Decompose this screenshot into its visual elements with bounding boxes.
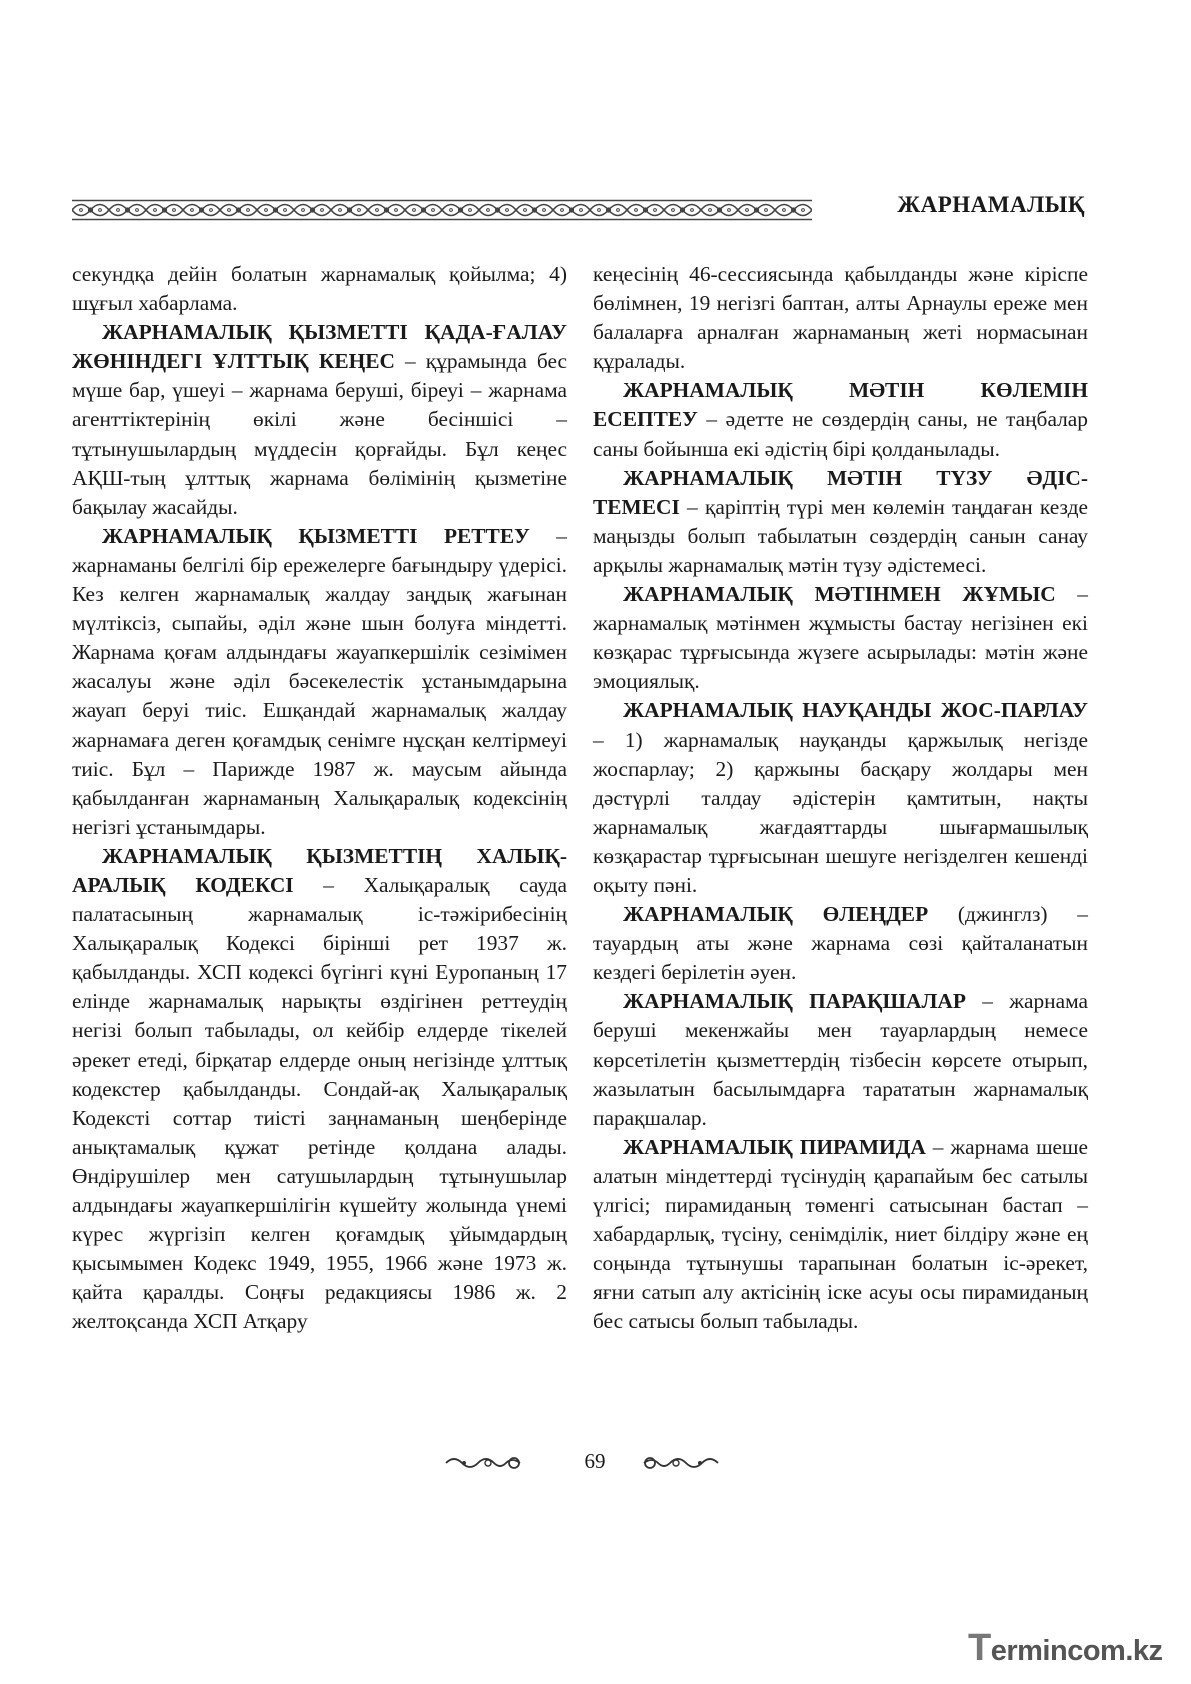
entry-term: ЖАРНАМАЛЫҚ ҚЫЗМЕТТІ ҚАДА-ҒАЛАУ ЖӨНІНДЕГІ ҰЛТТЫҚ КЕҢЕС [72, 320, 567, 374]
page-number: 69 [584, 1449, 606, 1473]
paragraph [593, 260, 1088, 376]
header-ornament-border-icon [72, 199, 812, 221]
entry-definition: – әдетте не сөздердің саны, не таңбалар саны бойынша екі әдістің бірі қолданылады. [593, 407, 1088, 461]
entry-definition: – құрамында бес мүше бар, үшеуі – жарнама беруші, біреуі – жарнама агенттіктерінің өкілі және бесіншісі – тұтынушылардың мүддесін қорғайды. Бұл кеңес АҚШ-тың ұлттық жарнама бөлімінің қызметіне бақылау жасайды. [72, 349, 567, 519]
right-column [593, 260, 1088, 1336]
entry [72, 842, 567, 1337]
footer-ornament-right-icon [640, 1451, 720, 1475]
entry-term: ЖАРНАМАЛЫҚ МӘТІН КӨЛЕМІН ЕСЕПТЕУ [593, 378, 1088, 432]
entry [593, 987, 1088, 1132]
entry-term: ЖАРНАМАЛЫҚ ӨЛЕҢДЕР [623, 902, 929, 927]
entry-term: ЖАРНАМАЛЫҚ ПАРАҚШАЛАР [623, 989, 966, 1014]
entry-term: ЖАРНАМАЛЫҚ МӘТІНМЕН ЖҰМЫС [623, 582, 1056, 607]
entry-definition: – қаріптің түрі мен көлемін таңдаған кезде маңызды болып табылатын сөздердің санын санау арқылы жарнамалық мәтін түзу әдістемесі. [593, 494, 1088, 577]
entry-definition: – Халықаралық сауда палатасының жарнамалық іс-тәжірибесінің Халықаралық Кодексі бірінші рет 1937 ж. қабылданды. ХСП кодексі бүгінгі күні Еуропаның 17 елінде жарнамалық нарықты өздігінен реттеудің негізі болып табылады, ол кейбір елдерде тікелей әрекет етеді, бірқатар елдерде оның негізінде ұлттық кодекстер қабылданды. Сондай-ақ Халықаралық Кодексті соттар тиісті заңнаманың шеңберінде анықтамалық құжат ретінде қолдана алады. Өндірушілер мен сатушылардың тұтынушылар алдындағы жауапкершілігін күшейту жолында үнемі күрес жүргізіп келген қоғамдық ұйымдардың қысымымен Кодекс 1949, 1955, 1966 және 1973 ж. қайта қаралды. Соңғы редакциясы 1986 ж. 2 желтоқсанда ХСП Атқару [72, 872, 567, 1334]
entry [72, 522, 567, 842]
paragraph [72, 260, 567, 318]
entry-term: ЖАРНАМАЛЫҚ НАУҚАНДЫ ЖОС-ПАРЛАУ [623, 698, 1088, 723]
entry-definition: (джинглз) – тауардың аты және жарнама сөзі қайталанатын кездегі берілетін әуен. [593, 902, 1088, 985]
site-watermark [968, 1627, 1178, 1667]
entry [593, 696, 1088, 900]
entry-term: ЖАРНАМАЛЫҚ ҚЫЗМЕТТІҢ ХАЛЫҚ-АРАЛЫҚ КОДЕКСІ [72, 843, 567, 897]
entry-definition: – жарнама шеше алатын міндеттерді түсінудің қарапайым бес сатылы үлгісі; пирамиданың төменгі сатысынан бастап – хабардарлық, түсіну, сенімділік, ниет білдіру және ең соңында тұтынушы тарапынан болатын іс-әрекет, яғни сатып алу актісінің іске асуы осы пирамиданың бес сатысы болып табылады. [593, 1134, 1088, 1334]
entry-term: ЖАРНАМАЛЫҚ МӘТІН ТҮЗУ ӘДІС-ТЕМЕСІ [593, 465, 1088, 519]
paragraph-text: кеңесінің 46-сессиясында қабылданды және кіріспе бөлімнен, 19 негізгі баптан, алты Арнаулы ереже мен балаларға арналған жарнаманың жеті нормасынан құралады. [593, 262, 1088, 374]
entry-definition: – 1) жарнамалық науқанды қаржылық негізде жоспарлау; 2) қаржыны басқару жолдары мен дәстүрлі талдау әдістерін қамтитын, нақты жарнамалық жағдаяттарды шығармашылық көзқарастар тұрғысынан шешуге негізделген кешенді оқыту пәні. [593, 727, 1088, 897]
entry [593, 900, 1088, 987]
footer-ornament-left-icon [444, 1451, 524, 1475]
watermark-initial: T [968, 1627, 991, 1669]
entry [593, 580, 1088, 696]
entry [593, 376, 1088, 463]
entry-term: ЖАРНАМАЛЫҚ ПИРАМИДА [623, 1134, 926, 1159]
entry-term: ЖАРНАМАЛЫҚ ҚЫЗМЕТТІ РЕТТЕУ [102, 523, 530, 548]
entry-definition: – жарнамалық мәтінмен жұмысты бастау негізінен екі көзқарас тұрғысында жүзеге асырылады: мәтін және эмоциялық. [593, 582, 1089, 694]
left-column [72, 260, 567, 1336]
entry [593, 464, 1088, 580]
watermark-text: ermincom.kz [990, 1635, 1163, 1667]
entry-definition: – жарнама беруші мекенжайы мен тауарлардың немесе көрсетілетін қызметтердің тізбесін көрсете отырып, жазылатын басылымдарға тарататын жарнамалық парақшалар. [593, 989, 1088, 1130]
entry [72, 318, 567, 522]
paragraph-text: секундқа дейін болатын жарнамалық қойылма; 4) шұғыл хабарлама. [72, 262, 567, 316]
entry-definition: – жарнаманы белгілі бір ережелерге бағындыру үдерісі. Кез келген жарнамалық жалдау заңдық жағынан мүлтіксіз, сыпайы, әділ және шын болуға міндетті. Жарнама қоғам алдындағы жауапкершілік сезімімен жасалуы және әділ бәсекелестік ұстанымдарына жауап беруі тиіс. Ешқандай жарнамалық жалдау жарнамаға деген қоғамдық сенімге нұсқан келтірмеуі тиіс. Бұл – Парижде 1987 ж. маусым айында қабылданған жарнаманың Халықаралық кодексінің негізгі ұстанымдары. [72, 523, 567, 839]
entry [593, 1133, 1088, 1337]
running-title: ЖАРНАМАЛЫҚ [897, 192, 1085, 217]
